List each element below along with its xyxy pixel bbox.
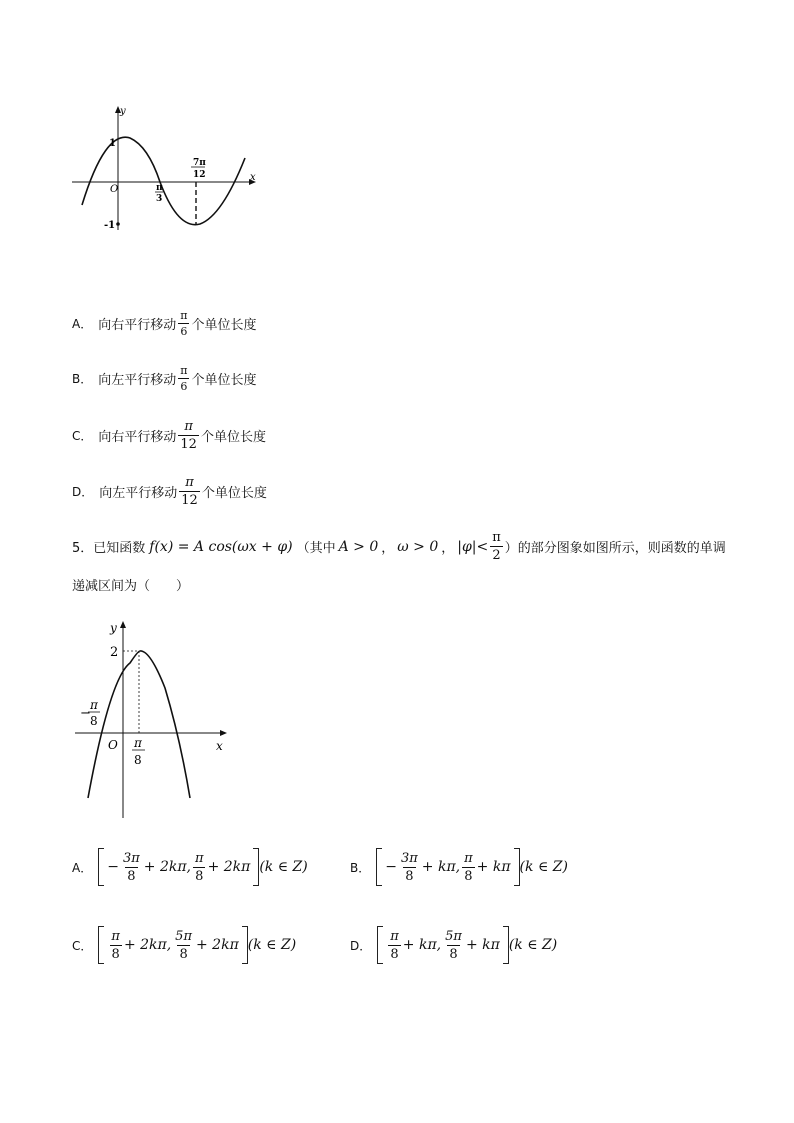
option-q4-b[interactable] [72, 365, 257, 392]
domain-condition: (k ∈ Z) [259, 859, 308, 875]
sine-curve [82, 137, 245, 224]
option-letter: C． [72, 429, 93, 443]
fraction: $\frac{\pi}{6}$ [180, 309, 188, 338]
option-q5-c[interactable] [72, 926, 296, 964]
question-lead: 5．已知函数 [72, 541, 146, 556]
term-2: + kπ [465, 937, 500, 953]
term-2: + 2kπ [207, 859, 251, 875]
right-tick-den: 8 [134, 753, 142, 767]
option-q4-a[interactable] [72, 310, 256, 337]
fraction-2: $\frac{\pi}{8}$ [195, 850, 204, 884]
y-min-label: -1 [104, 220, 116, 231]
origin-label: O [108, 738, 118, 752]
option-suffix: 个单位长度 [200, 430, 266, 445]
tick1-num: π [156, 183, 163, 193]
question-5-line2: 递减区间为（ ） [72, 579, 190, 594]
condition-tail: ）的部分图象如图所示，则函数的单调 [504, 541, 726, 556]
option-q4-c[interactable] [72, 420, 266, 451]
option-suffix: 个单位长度 [201, 486, 267, 501]
condition-phi: |φ|< [457, 538, 489, 555]
minus-sign: − [107, 859, 119, 875]
option-q5-b[interactable] [350, 848, 568, 886]
domain-condition: (k ∈ Z) [519, 859, 568, 875]
left-tick-num: π [90, 698, 98, 712]
minus-sign: − [385, 859, 397, 875]
option-letter: A． [72, 860, 93, 875]
option-suffix: 个单位长度 [191, 373, 257, 388]
term-1: + kπ, [421, 859, 461, 875]
minus-one-dot [116, 222, 120, 226]
y-label: y [120, 106, 126, 117]
y-axis-arrow [120, 621, 126, 628]
fraction-1: $\frac{3\pi}{8}$ [400, 850, 418, 884]
domain-condition: (k ∈ Z) [508, 937, 558, 953]
right-tick-num: π [134, 736, 142, 750]
origin-label: O [110, 184, 119, 195]
option-letter: A． [72, 317, 93, 331]
option-prefix: 向左平行移动 [99, 486, 178, 501]
option-prefix: 向右平行移动 [98, 318, 177, 333]
term-2: + kπ [476, 859, 511, 875]
term-1: + kπ, [402, 937, 442, 953]
option-q5-d[interactable] [350, 926, 557, 964]
tick2-num: 7π [193, 158, 206, 168]
option-prefix: 向右平行移动 [98, 430, 177, 445]
term-1: + 2kπ, [123, 937, 172, 953]
fraction: $\frac{\pi}{12}$ [180, 419, 197, 452]
y-max-label: 2 [110, 645, 119, 660]
x-label: x [216, 739, 223, 753]
tick2-den: 12 [193, 170, 206, 180]
fraction-1: $\frac{\pi}{8}$ [390, 928, 399, 962]
fraction: $\frac{\pi}{12}$ [181, 475, 198, 508]
term-2: + 2kπ [196, 937, 239, 953]
fraction-2: $\frac{5\pi}{8}$ [445, 928, 462, 962]
option-prefix: 向左平行移动 [98, 373, 177, 388]
function-formula: f(x) = A cos(ωx + φ) [149, 538, 293, 555]
y-max-label: 1 [109, 138, 116, 149]
y-label: y [110, 621, 117, 635]
x-axis-arrow [220, 730, 227, 736]
fraction-2: $\frac{5\pi}{8}$ [175, 928, 192, 962]
comma: ， [381, 541, 395, 556]
fraction-1: $\frac{3\pi}{8}$ [122, 850, 140, 884]
condition-a: A > 0 [338, 538, 379, 555]
left-bracket [98, 848, 104, 886]
option-letter: B． [72, 372, 93, 386]
neg-sign: − [80, 706, 91, 721]
graph-sine-curve [60, 100, 280, 240]
option-letter: C． [72, 938, 93, 953]
left-bracket [376, 848, 382, 886]
option-letter: D． [72, 485, 94, 499]
fraction-1: $\frac{\pi}{8}$ [111, 928, 120, 962]
option-q5-a[interactable] [72, 848, 308, 886]
phi-fraction: $\frac{\pi}{2}$ [492, 530, 501, 563]
term-1: + 2kπ, [143, 859, 192, 875]
comma: ， [441, 541, 455, 556]
option-q4-d[interactable] [72, 476, 267, 507]
graph-cosine-curve [70, 618, 240, 823]
domain-condition: (k ∈ Z) [247, 937, 297, 953]
question-5-line1 [72, 531, 726, 562]
fraction: $\frac{\pi}{6}$ [180, 364, 188, 393]
fraction-2: $\frac{\pi}{8}$ [464, 850, 473, 884]
tick1-den: 3 [156, 194, 163, 204]
left-bracket [98, 926, 104, 964]
condition-open: （其中 [296, 541, 336, 556]
left-tick-den: 8 [90, 714, 98, 728]
option-letter: B． [350, 860, 371, 875]
option-suffix: 个单位长度 [191, 318, 257, 333]
condition-omega: ω > 0 [397, 538, 439, 555]
left-bracket [377, 926, 383, 964]
x-label: x [250, 172, 256, 183]
option-letter: D． [350, 938, 372, 953]
